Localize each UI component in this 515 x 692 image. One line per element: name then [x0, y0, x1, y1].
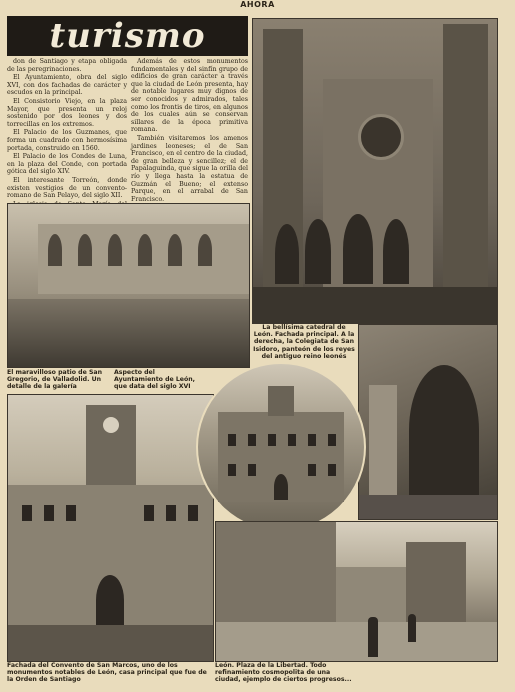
cathedral-photo [252, 18, 498, 324]
article-paragraph: El Consistorio Viejo, en la plaza Mayor, que presenta un reloj sostenido por dos leones y dos torrecillas en los extremos. [7, 97, 127, 128]
patio-photo [7, 203, 250, 368]
colegiata-photo [358, 324, 498, 520]
masthead: AHORA [240, 0, 275, 9]
convento-photo [7, 394, 214, 662]
article-column-1 [7, 58, 127, 200]
caption-convento: Fachada del Convento de San Marcos, uno de los monumentos notables de León, casa principal que fue de la Orden de Santiago [7, 662, 207, 684]
article-paragraph: El Palacio de los Condes de Luna, en la plaza del Conde, con portada gótica del siglo XIV. [7, 153, 127, 176]
article-column-2 [131, 58, 248, 203]
caption-patio: El maravilloso patio de San Gregorio, de Valladolid. Un detalle de la galería [7, 369, 102, 391]
article-paragraph: don de Santiago y etapa obligada de las peregrinaciones. [7, 58, 127, 73]
article-paragraph: El interesante Torreón, donde existen vestigios de un convento-romano de San Pelayo, del siglo XII. [7, 176, 127, 200]
ayuntamiento-photo [196, 362, 366, 532]
section-title-banner: turismo [7, 16, 248, 56]
article-paragraph: Además de estos monumentos fundamentales y del sinfín grupo de edificios de gran carácter a través que la ciudad de León presenta, hay de notable lugares muy dignos de ser conocidos y admirados, tales como los frontis de tiros, en algunos de los cuales aún se conservan sillares de la época primitiva romana. [131, 58, 248, 134]
caption-plaza: León. Plaza de la Libertad. Todo refinamiento cosmopolita de una ciudad, ejemplo de ciertos progresos... [215, 662, 352, 684]
caption-catedral: La bellísima catedral de León. Fachada principal. A la derecha, la Colegiata de San Isidoro, panteón de los reyes del antiguo reino leonés [253, 324, 355, 360]
plaza-photo [215, 521, 498, 662]
article-paragraph: También visitaremos los amenos jardines leoneses; el de San Francisco, en el centro de la ciudad, de gran belleza y sencillez; el de Papalaguinda, que sigue la orilla del río y llega hasta la estatua de Guzmán el Bueno; el extenso Parque, en el arrabal de San Francisco. [131, 134, 248, 203]
caption-ayuntamiento: Aspecto del Ayuntamiento de León, que data del siglo XVI [114, 369, 196, 391]
article-paragraph: El Ayuntamiento, obra del siglo XVI, con dos fachadas de carácter y escudos en la principal. [7, 74, 127, 97]
article-paragraph: El Palacio de los Guzmanes, que forma un cuadrado con hermosísima portada, construido en 1560. [7, 129, 127, 152]
